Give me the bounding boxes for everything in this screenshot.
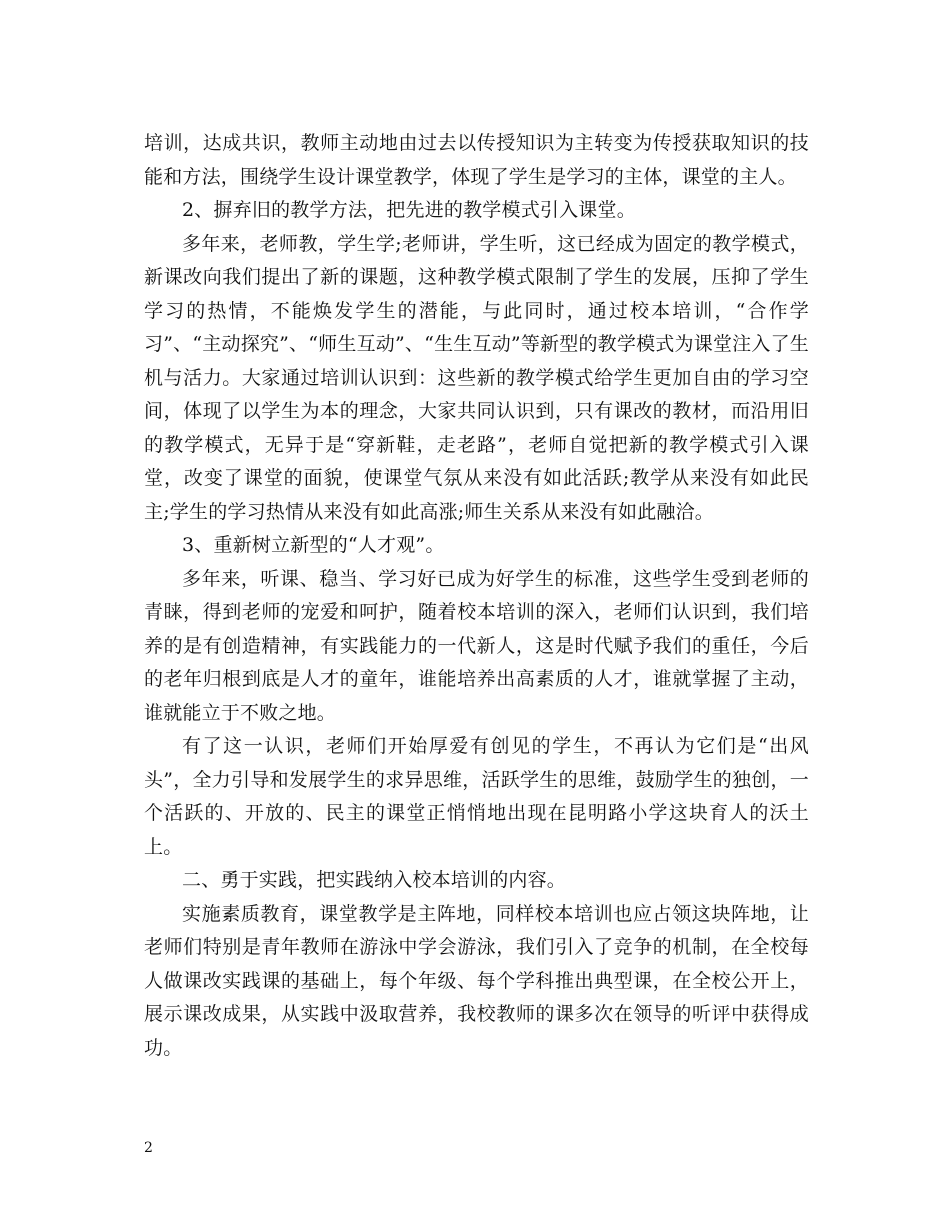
paragraph-2: 2、摒弃旧的教学方法，把先进的教学模式引入课堂。 [182,199,636,221]
page-number: 2 [144,1140,153,1156]
paragraph-7: 二、勇于实践，把实践纳入校本培训的内容。 [182,869,567,891]
paragraph-3: 多年来，老师教，学生学;老师讲，学生听，这已经成为固定的教学模式，新课改向我们提出了新的课题，这种教学模式限制了学生的发展，压抑了学生学习的热情，不能焕发学生的潜能，与此同时，通过校本培训，“合作学习”、“主动探究”、“师生互动”、“生生互动”等新型的教学模式为课堂注入了生机与活力。大家通过培训认识到：这些新的教学模式给学生更加自由的学习空间，体现了以学生为本的理念，大家共同认识到，只有课改的教材，而沿用旧的教学模式，无异于是“穿新鞋，走老路”，老师自觉把新的教学模式引入课堂，改变了课堂的面貌，使课堂气氛从来没有如此活跃;教学从来没有如此民主;学生的学习热情从来没有如此高涨;师生关系从来没有如此融洽。 [144,232,809,523]
paragraph-5: 多年来，听课、稳当、学习好已成为好学生的标准，这些学生受到老师的青睐，得到老师的宠爱和呵护，随着校本培训的深入，老师们认识到，我们培养的是有创造精神，有实践能力的一代新人，这是时代赋予我们的重任，今后的老年归根到底是人才的童年，谁能培养出高素质的人才，谁就掌握了主动，谁就能立于不败之地。 [144,567,809,724]
body-text [144,127,809,1065]
paragraph-8: 实施素质教育，课堂教学是主阵地，同样校本培训也应占领这块阵地，让老师们特别是青年教师在游泳中学会游泳，我们引入了竞争的机制，在全校每人做课改实践课的基础上，每个年级、每个学科推出典型课，在全校公开上，展示课改成果，从实践中汲取营养，我校教师的课多次在领导的听评中获得成功。 [144,902,809,1059]
paragraph-4: 3、重新树立新型的“人才观”。 [182,534,445,556]
paragraph-1: 培训，达成共识，教师主动地由过去以传授知识为主转变为传授获取知识的技能和方法，围绕学生设计课堂教学，体现了学生是学习的主体，课堂的主人。 [144,132,809,188]
paragraph-6: 有了这一认识，老师们开始厚爱有创见的学生，不再认为它们是“出风头”，全力引导和发展学生的求异思维，活跃学生的思维，鼓励学生的独创，一个活跃的、开放的、民主的课堂正悄悄地出现在昆明路小学这块育人的沃土上。 [144,735,809,858]
